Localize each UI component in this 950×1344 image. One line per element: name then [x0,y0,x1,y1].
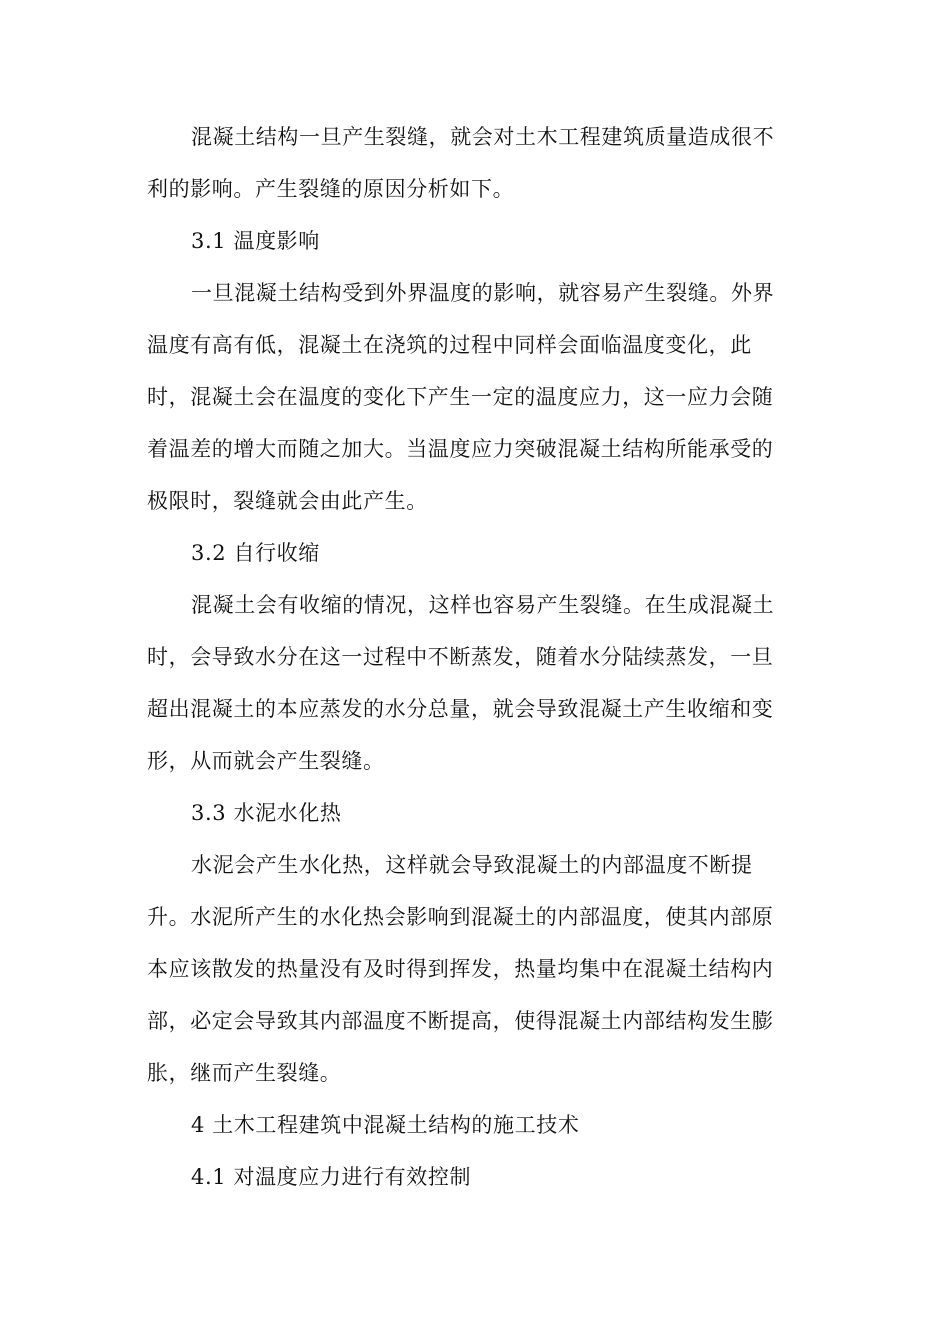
paragraph-line: 本应该散发的热量没有及时得到挥发，热量均集中在混凝土结构内 [147,957,774,981]
section-heading-3-1: 3.1 温度影响 [191,229,320,253]
section-heading-3-2: 3.2 自行收缩 [191,541,320,565]
paragraph-line: 胀，继而产生裂缝。 [147,1061,342,1085]
paragraph-line: 时，会导致水分在这一过程中不断蒸发，随着水分陆续蒸发，一旦 [147,645,774,669]
paragraph-line: 部，必定会导致其内部温度不断提高，使得混凝土内部结构发生膨 [147,1009,774,1033]
section-heading-4: 4 土木工程建筑中混凝土结构的施工技术 [191,1113,580,1137]
paragraph-line: 混凝土结构一旦产生裂缝，就会对土木工程建筑质量造成很不 [191,125,775,149]
paragraph-line: 水泥会产生水化热，这样就会导致混凝土的内部温度不断提 [191,853,753,877]
paragraph-line: 升。水泥所产生的水化热会影响到混凝土的内部温度，使其内部原 [147,905,774,929]
paragraph-line: 超出混凝土的本应蒸发的水分总量，就会导致混凝土产生收缩和变 [147,697,774,721]
section-heading-3-3: 3.3 水泥水化热 [191,801,342,825]
paragraph-line: 利的影响。产生裂缝的原因分析如下。 [147,177,515,201]
paragraph-line: 混凝土会有收缩的情况，这样也容易产生裂缝。在生成混凝土 [191,593,775,617]
paragraph-line: 形，从而就会产生裂缝。 [147,749,385,773]
paragraph-line: 时，混凝土会在温度的变化下产生一定的温度应力，这一应力会随 [147,385,774,409]
paragraph-line: 温度有高有低，混凝土在浇筑的过程中同样会面临温度变化，此 [147,333,752,357]
paragraph-line: 一旦混凝土结构受到外界温度的影响，就容易产生裂缝。外界 [191,281,775,305]
paragraph-line: 极限时，裂缝就会由此产生。 [147,489,428,513]
section-heading-4-1: 4.1 对温度应力进行有效控制 [191,1165,472,1189]
paragraph-line: 着温差的增大而随之加大。当温度应力突破混凝土结构所能承受的 [147,437,774,461]
